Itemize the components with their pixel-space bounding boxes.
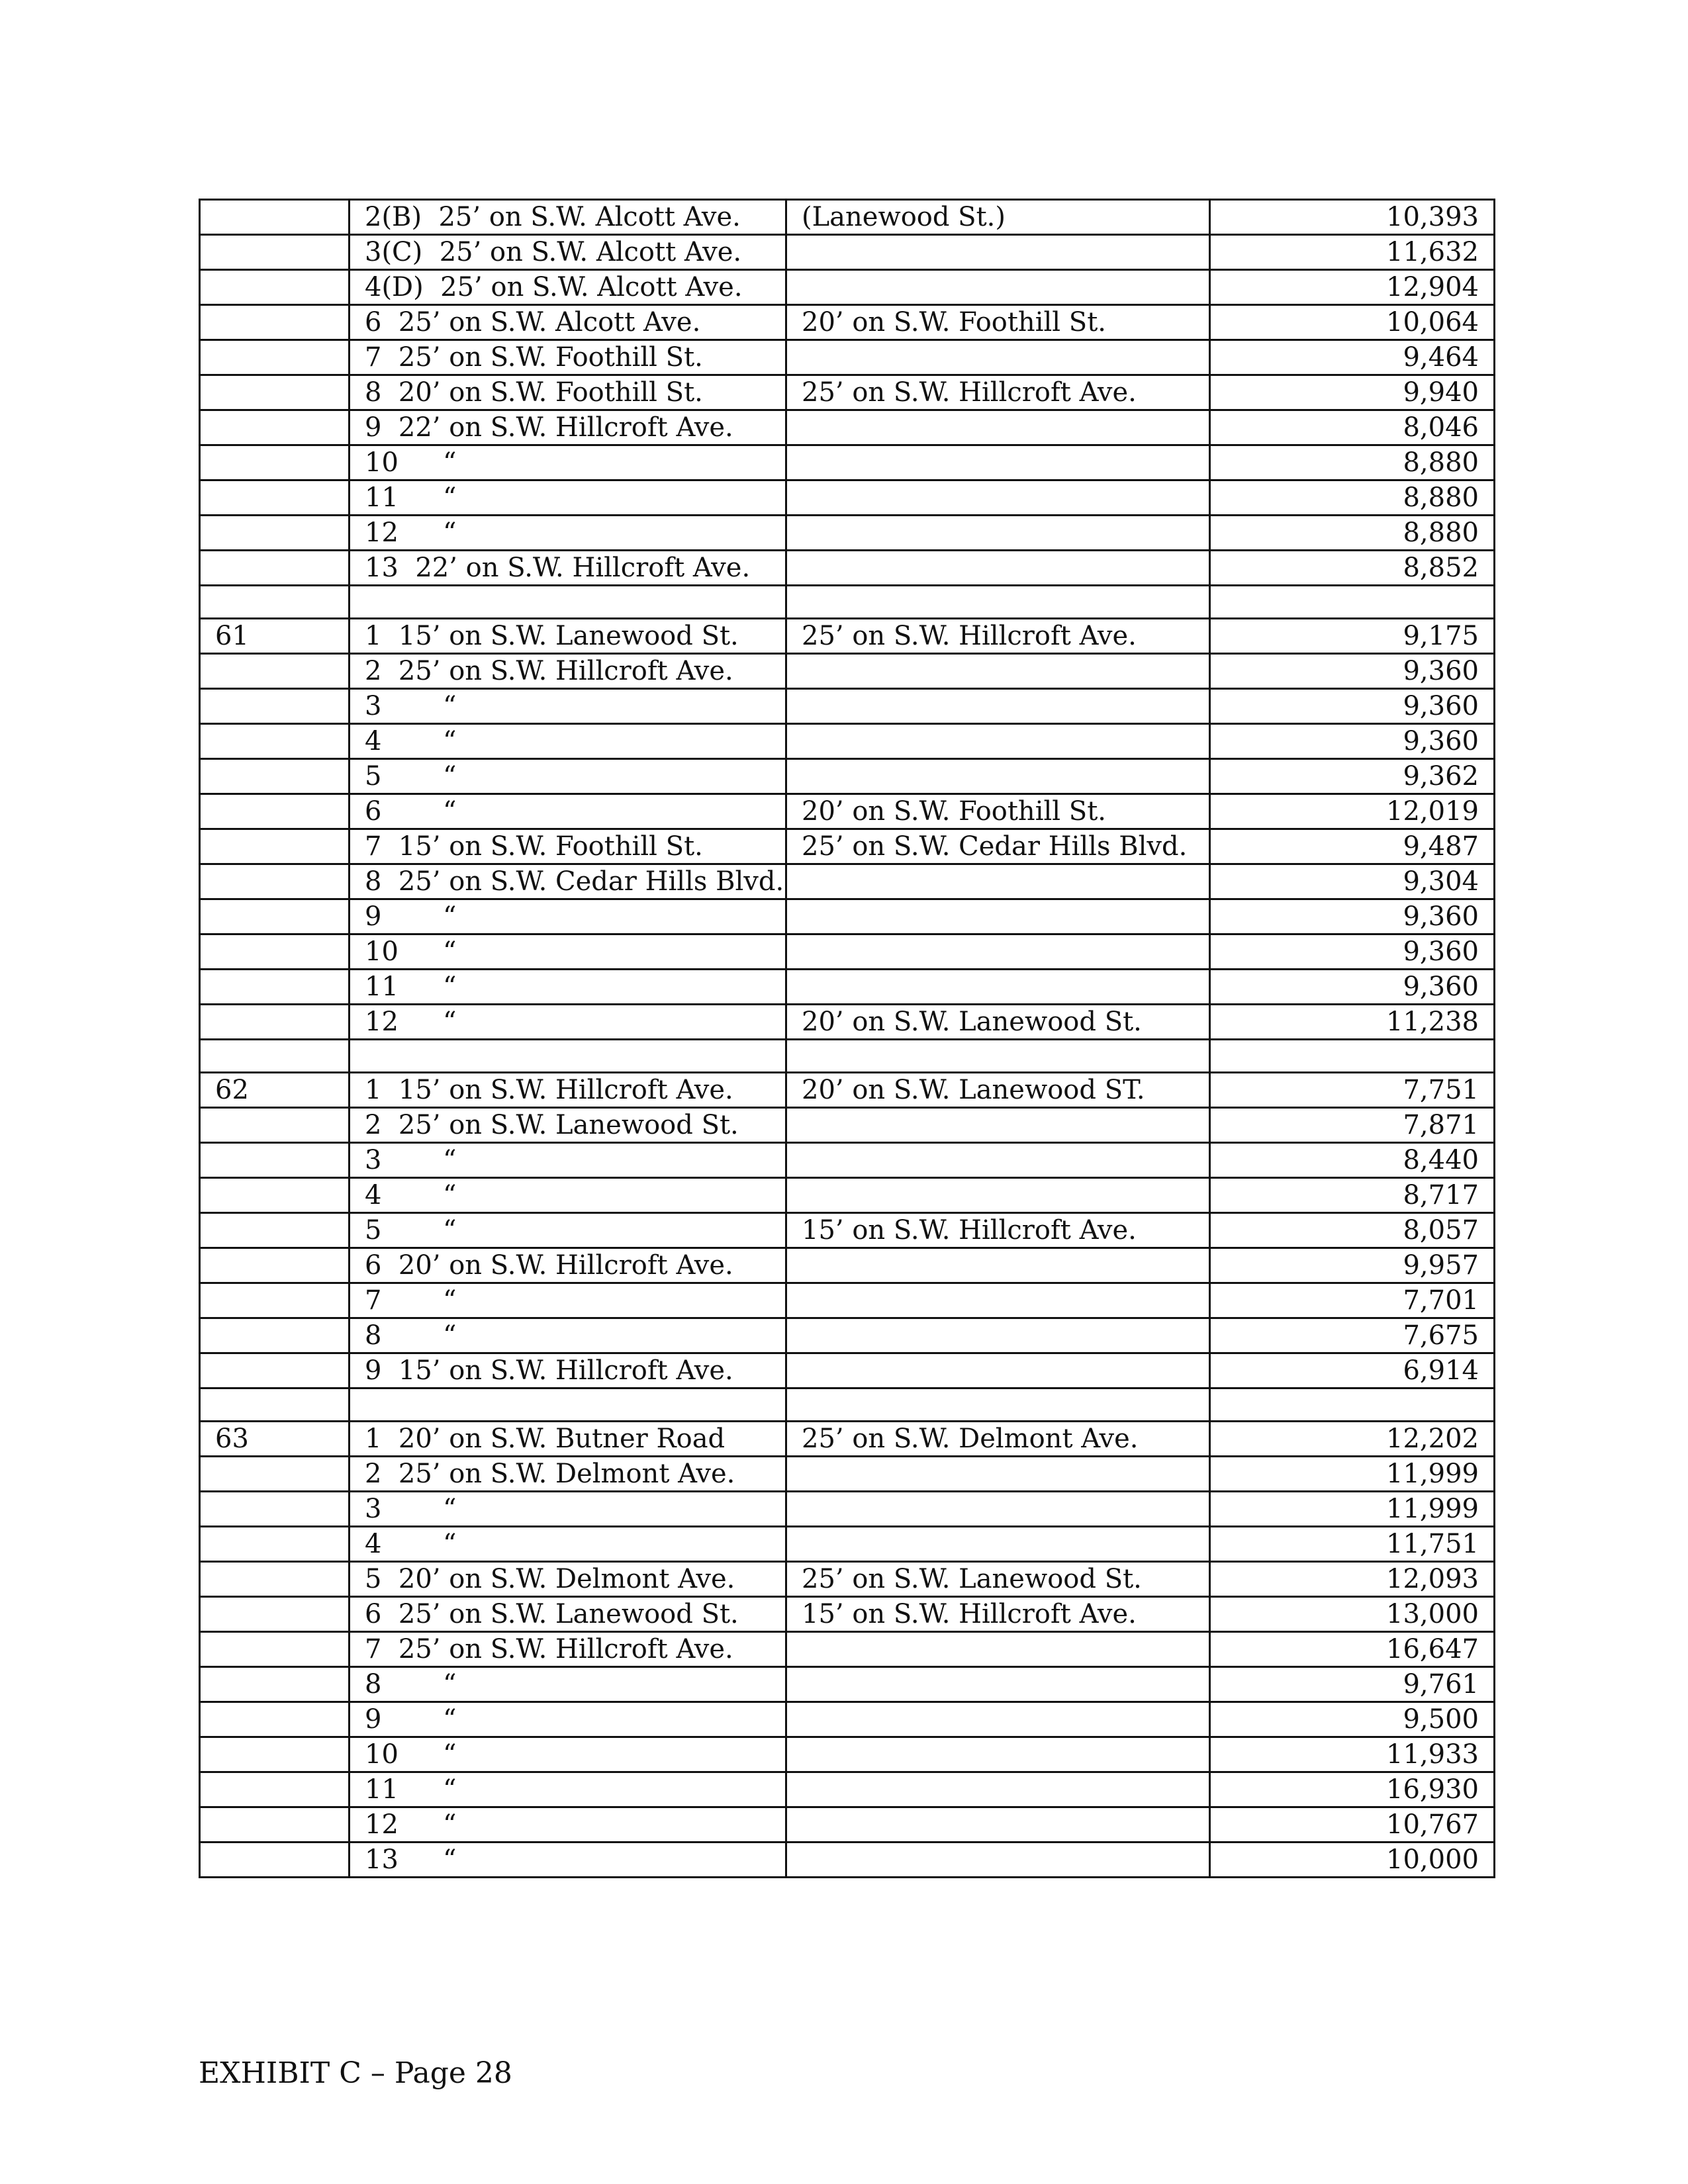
second-frontage-cell (786, 1807, 1210, 1843)
block-number-cell (200, 724, 350, 759)
block-number-cell (200, 689, 350, 724)
block-number-cell (200, 864, 350, 899)
block-number-cell (200, 1702, 350, 1737)
second-frontage-cell (786, 1702, 1210, 1737)
lot-description-cell: 1 15’ on S.W. Lanewood St. (350, 619, 786, 654)
lot-number: 5 (365, 761, 382, 792)
ditto-mark: “ (443, 1844, 457, 1875)
table-row (200, 829, 1495, 864)
ditto-mark: “ (443, 796, 457, 827)
block-number-cell (200, 551, 350, 586)
block-number-cell (200, 1143, 350, 1178)
block-number-cell (200, 829, 350, 864)
lot-description-cell (350, 794, 786, 829)
second-frontage-cell (786, 445, 1210, 480)
second-frontage-cell (786, 551, 1210, 586)
block-number-cell: 63 (200, 1422, 350, 1457)
lot-description-cell: 6 20’ on S.W. Hillcroft Ave. (350, 1248, 786, 1283)
lot-number: 10 (365, 1739, 399, 1770)
second-frontage-cell: 25’ on S.W. Lanewood St. (786, 1562, 1210, 1597)
second-frontage-cell (786, 1388, 1210, 1422)
table-row (200, 1527, 1495, 1562)
second-frontage-cell (786, 1667, 1210, 1702)
second-frontage-cell (786, 654, 1210, 689)
area-cell: 8,880 (1210, 516, 1495, 551)
lot-description-cell (350, 934, 786, 970)
block-number-cell (200, 1843, 350, 1878)
ditto-mark: “ (443, 482, 457, 513)
lot-number: 7 (365, 1285, 382, 1316)
table-row (200, 1492, 1495, 1527)
area-cell: 12,904 (1210, 270, 1495, 305)
table-row (200, 1318, 1495, 1353)
area-cell: 12,093 (1210, 1562, 1495, 1597)
block-number-cell (200, 586, 350, 619)
table-row (200, 445, 1495, 480)
second-frontage-cell: (Lanewood St.) (786, 200, 1210, 235)
block-number-cell (200, 1457, 350, 1492)
ditto-mark: “ (443, 1215, 457, 1246)
lot-description-cell (350, 970, 786, 1005)
lot-description-cell (350, 1283, 786, 1318)
second-frontage-cell (786, 480, 1210, 516)
table-row (200, 480, 1495, 516)
lot-description-cell (350, 1527, 786, 1562)
area-cell: 9,940 (1210, 375, 1495, 410)
block-number-cell (200, 305, 350, 340)
block-number-cell (200, 1632, 350, 1667)
lot-number: 3 (365, 1145, 382, 1175)
area-cell (1210, 1040, 1495, 1073)
area-cell (1210, 1388, 1495, 1422)
area-cell: 8,880 (1210, 480, 1495, 516)
second-frontage-cell (786, 864, 1210, 899)
area-cell: 9,360 (1210, 934, 1495, 970)
table-row (200, 1772, 1495, 1807)
lot-description-cell (350, 586, 786, 619)
area-cell: 9,360 (1210, 970, 1495, 1005)
area-cell: 9,360 (1210, 689, 1495, 724)
second-frontage-cell: 20’ on S.W. Foothill St. (786, 794, 1210, 829)
second-frontage-cell (786, 516, 1210, 551)
lot-description-cell (350, 689, 786, 724)
table-row (200, 1702, 1495, 1737)
second-frontage-cell (786, 1143, 1210, 1178)
second-frontage-cell (786, 586, 1210, 619)
lot-description-cell: 2 25’ on S.W. Lanewood St. (350, 1108, 786, 1143)
block-number-cell (200, 1562, 350, 1597)
table-row (200, 1283, 1495, 1318)
area-cell: 13,000 (1210, 1597, 1495, 1632)
table-row (200, 1005, 1495, 1040)
second-frontage-cell (786, 1108, 1210, 1143)
block-number-cell (200, 970, 350, 1005)
table-row (200, 934, 1495, 970)
table-row (200, 1178, 1495, 1213)
block-number-cell (200, 654, 350, 689)
lot-number: 10 (365, 447, 399, 478)
lot-description-cell: 7 25’ on S.W. Hillcroft Ave. (350, 1632, 786, 1667)
lot-description-cell: 2 25’ on S.W. Delmont Ave. (350, 1457, 786, 1492)
second-frontage-cell (786, 1178, 1210, 1213)
area-cell: 10,393 (1210, 200, 1495, 235)
table-row (200, 586, 1495, 619)
lot-description-cell (350, 516, 786, 551)
block-number-cell (200, 1667, 350, 1702)
second-frontage-cell (786, 759, 1210, 794)
second-frontage-cell (786, 235, 1210, 270)
table-row (200, 1457, 1495, 1492)
lot-number: 9 (365, 1704, 382, 1735)
lot-number: 12 (365, 1007, 399, 1037)
second-frontage-cell (786, 689, 1210, 724)
table-row (200, 305, 1495, 340)
second-frontage-cell: 20’ on S.W. Lanewood ST. (786, 1073, 1210, 1108)
lot-number: 12 (365, 518, 399, 548)
lot-description-cell (350, 1772, 786, 1807)
second-frontage-cell (786, 934, 1210, 970)
second-frontage-cell: 25’ on S.W. Cedar Hills Blvd. (786, 829, 1210, 864)
second-frontage-cell: 20’ on S.W. Lanewood St. (786, 1005, 1210, 1040)
area-cell: 9,304 (1210, 864, 1495, 899)
lot-description-cell (350, 1807, 786, 1843)
ditto-mark: “ (443, 1145, 457, 1175)
lot-description-cell (350, 1178, 786, 1213)
lot-description-cell (350, 899, 786, 934)
lot-description-cell (350, 1040, 786, 1073)
block-number-cell (200, 516, 350, 551)
lot-description-cell: 8 25’ on S.W. Cedar Hills Blvd. (350, 864, 786, 899)
lot-description-cell (350, 1667, 786, 1702)
lot-number: 11 (365, 482, 399, 513)
table-row (200, 1040, 1495, 1073)
second-frontage-cell: 20’ on S.W. Foothill St. (786, 305, 1210, 340)
area-cell: 10,000 (1210, 1843, 1495, 1878)
area-cell: 9,175 (1210, 619, 1495, 654)
block-number-cell (200, 1492, 350, 1527)
second-frontage-cell: 25’ on S.W. Delmont Ave. (786, 1422, 1210, 1457)
area-cell: 9,360 (1210, 654, 1495, 689)
ditto-mark: “ (443, 1494, 457, 1524)
table-row (200, 724, 1495, 759)
lot-number: 4 (365, 726, 382, 756)
second-frontage-cell (786, 340, 1210, 375)
ditto-mark: “ (443, 1739, 457, 1770)
block-number-cell (200, 1005, 350, 1040)
table-row (200, 864, 1495, 899)
table-row (200, 375, 1495, 410)
table-row (200, 340, 1495, 375)
lot-description-cell: 13 22’ on S.W. Hillcroft Ave. (350, 551, 786, 586)
second-frontage-cell: 15’ on S.W. Hillcroft Ave. (786, 1597, 1210, 1632)
table-row (200, 1073, 1495, 1108)
lot-description-cell: 9 22’ on S.W. Hillcroft Ave. (350, 410, 786, 445)
ditto-mark: “ (443, 447, 457, 478)
ditto-mark: “ (443, 726, 457, 756)
block-number-cell (200, 759, 350, 794)
ditto-mark: “ (443, 1809, 457, 1840)
block-number-cell (200, 1807, 350, 1843)
lot-description-cell (350, 1737, 786, 1772)
area-cell: 11,751 (1210, 1527, 1495, 1562)
second-frontage-cell: 25’ on S.W. Hillcroft Ave. (786, 375, 1210, 410)
table-row (200, 1597, 1495, 1632)
lot-number: 10 (365, 936, 399, 967)
area-cell: 7,701 (1210, 1283, 1495, 1318)
block-number-cell (200, 1108, 350, 1143)
block-number-cell (200, 1772, 350, 1807)
area-cell: 9,500 (1210, 1702, 1495, 1737)
second-frontage-cell: 25’ on S.W. Hillcroft Ave. (786, 619, 1210, 654)
table-row (200, 235, 1495, 270)
area-cell: 8,852 (1210, 551, 1495, 586)
area-cell: 16,647 (1210, 1632, 1495, 1667)
area-cell: 8,717 (1210, 1178, 1495, 1213)
lot-number: 12 (365, 1809, 399, 1840)
table-row (200, 1562, 1495, 1597)
block-number-cell (200, 340, 350, 375)
table-row (200, 1353, 1495, 1388)
second-frontage-cell (786, 1527, 1210, 1562)
lot-description-cell (350, 1318, 786, 1353)
area-cell: 11,238 (1210, 1005, 1495, 1040)
lot-description-cell: 1 20’ on S.W. Butner Road (350, 1422, 786, 1457)
lot-number: 4 (365, 1180, 382, 1210)
second-frontage-cell (786, 1492, 1210, 1527)
lot-description-cell (350, 480, 786, 516)
second-frontage-cell (786, 1318, 1210, 1353)
second-frontage-cell (786, 1843, 1210, 1878)
table-row (200, 1213, 1495, 1248)
block-number-cell (200, 794, 350, 829)
lot-number: 4 (365, 1529, 382, 1559)
area-cell: 7,675 (1210, 1318, 1495, 1353)
table-body (200, 200, 1495, 1878)
area-cell: 11,999 (1210, 1492, 1495, 1527)
lot-description-cell: 9 15’ on S.W. Hillcroft Ave. (350, 1353, 786, 1388)
block-number-cell (200, 1527, 350, 1562)
table-row (200, 654, 1495, 689)
block-number-cell (200, 1737, 350, 1772)
block-number-cell (200, 235, 350, 270)
table-row (200, 1807, 1495, 1843)
lot-description-cell (350, 759, 786, 794)
table-row (200, 270, 1495, 305)
second-frontage-cell (786, 970, 1210, 1005)
ditto-mark: “ (443, 1704, 457, 1735)
block-number-cell (200, 480, 350, 516)
table-row (200, 1248, 1495, 1283)
block-number-cell (200, 410, 350, 445)
lot-description-cell (350, 1843, 786, 1878)
area-cell: 7,751 (1210, 1073, 1495, 1108)
block-number-cell (200, 1388, 350, 1422)
lot-description-cell (350, 1143, 786, 1178)
second-frontage-cell (786, 1457, 1210, 1492)
lot-description-cell: 6 25’ on S.W. Lanewood St. (350, 1597, 786, 1632)
lot-description-cell: 7 25’ on S.W. Foothill St. (350, 340, 786, 375)
second-frontage-cell (786, 1353, 1210, 1388)
lot-number: 3 (365, 1494, 382, 1524)
ditto-mark: “ (443, 1669, 457, 1700)
lot-description-cell: 5 20’ on S.W. Delmont Ave. (350, 1562, 786, 1597)
area-cell: 6,914 (1210, 1353, 1495, 1388)
area-cell: 11,999 (1210, 1457, 1495, 1492)
area-cell: 9,957 (1210, 1248, 1495, 1283)
lot-description-cell: 2(B) 25’ on S.W. Alcott Ave. (350, 200, 786, 235)
second-frontage-cell (786, 724, 1210, 759)
block-number-cell (200, 375, 350, 410)
lot-number: 13 (365, 1844, 399, 1875)
ditto-mark: “ (443, 518, 457, 548)
ditto-mark: “ (443, 1774, 457, 1805)
block-number-cell (200, 899, 350, 934)
block-number-cell: 62 (200, 1073, 350, 1108)
block-number-cell (200, 445, 350, 480)
area-cell (1210, 586, 1495, 619)
lot-description-cell (350, 1388, 786, 1422)
lot-description-cell: 8 20’ on S.W. Foothill St. (350, 375, 786, 410)
lot-description-cell (350, 1213, 786, 1248)
block-number-cell (200, 934, 350, 970)
lot-description-cell (350, 1492, 786, 1527)
lot-description-cell: 2 25’ on S.W. Hillcroft Ave. (350, 654, 786, 689)
table-row (200, 619, 1495, 654)
block-number-cell (200, 1178, 350, 1213)
ditto-mark: “ (443, 691, 457, 721)
table-row (200, 1737, 1495, 1772)
lot-number: 8 (365, 1320, 382, 1351)
table-row (200, 1843, 1495, 1878)
ditto-mark: “ (443, 901, 457, 932)
second-frontage-cell (786, 899, 1210, 934)
area-cell: 8,057 (1210, 1213, 1495, 1248)
ditto-mark: “ (443, 1180, 457, 1210)
block-number-cell: 61 (200, 619, 350, 654)
area-cell: 12,019 (1210, 794, 1495, 829)
lot-description-cell: 7 15’ on S.W. Foothill St. (350, 829, 786, 864)
second-frontage-cell: 15’ on S.W. Hillcroft Ave. (786, 1213, 1210, 1248)
table-row (200, 551, 1495, 586)
lot-number: 5 (365, 1215, 382, 1246)
second-frontage-cell (786, 1040, 1210, 1073)
table-row (200, 794, 1495, 829)
ditto-mark: “ (443, 1285, 457, 1316)
ditto-mark: “ (443, 1320, 457, 1351)
area-cell: 11,933 (1210, 1737, 1495, 1772)
lot-description-cell: 1 15’ on S.W. Hillcroft Ave. (350, 1073, 786, 1108)
block-number-cell (200, 270, 350, 305)
second-frontage-cell (786, 270, 1210, 305)
lot-area-table (199, 199, 1495, 1878)
table-row (200, 410, 1495, 445)
table-row (200, 1108, 1495, 1143)
area-cell: 8,046 (1210, 410, 1495, 445)
area-cell: 8,880 (1210, 445, 1495, 480)
lot-number: 3 (365, 691, 382, 721)
second-frontage-cell (786, 1283, 1210, 1318)
area-cell: 9,487 (1210, 829, 1495, 864)
area-cell: 12,202 (1210, 1422, 1495, 1457)
table-row (200, 516, 1495, 551)
block-number-cell (200, 1597, 350, 1632)
table-row (200, 1632, 1495, 1667)
table-row (200, 1667, 1495, 1702)
area-cell: 9,362 (1210, 759, 1495, 794)
area-cell: 9,360 (1210, 899, 1495, 934)
table-row (200, 689, 1495, 724)
area-cell: 10,767 (1210, 1807, 1495, 1843)
area-cell: 9,464 (1210, 340, 1495, 375)
lot-number: 6 (365, 796, 382, 827)
lot-number: 11 (365, 1774, 399, 1805)
lot-description-cell (350, 1005, 786, 1040)
area-cell: 11,632 (1210, 235, 1495, 270)
area-cell: 16,930 (1210, 1772, 1495, 1807)
ditto-mark: “ (443, 1529, 457, 1559)
block-number-cell (200, 1353, 350, 1388)
block-number-cell (200, 1213, 350, 1248)
area-cell: 7,871 (1210, 1108, 1495, 1143)
lot-number: 11 (365, 972, 399, 1002)
lot-number: 8 (365, 1669, 382, 1700)
block-number-cell (200, 1318, 350, 1353)
table-row (200, 1143, 1495, 1178)
area-cell: 9,360 (1210, 724, 1495, 759)
table-row (200, 1422, 1495, 1457)
second-frontage-cell (786, 1248, 1210, 1283)
ditto-mark: “ (443, 972, 457, 1002)
second-frontage-cell (786, 1737, 1210, 1772)
second-frontage-cell (786, 1632, 1210, 1667)
block-number-cell (200, 1248, 350, 1283)
ditto-mark: “ (443, 1007, 457, 1037)
block-number-cell (200, 1283, 350, 1318)
lot-description-cell: 3(C) 25’ on S.W. Alcott Ave. (350, 235, 786, 270)
area-cell: 8,440 (1210, 1143, 1495, 1178)
lot-description-cell (350, 724, 786, 759)
table-row (200, 200, 1495, 235)
ditto-mark: “ (443, 936, 457, 967)
block-number-cell (200, 200, 350, 235)
area-cell: 10,064 (1210, 305, 1495, 340)
lot-description-cell: 6 25’ on S.W. Alcott Ave. (350, 305, 786, 340)
lot-number: 9 (365, 901, 382, 932)
second-frontage-cell (786, 1772, 1210, 1807)
table-row (200, 1388, 1495, 1422)
ditto-mark: “ (443, 761, 457, 792)
lot-description-cell (350, 445, 786, 480)
page-footer: EXHIBIT C – Page 28 (199, 2056, 512, 2090)
table-row (200, 899, 1495, 934)
lot-description-cell: 4(D) 25’ on S.W. Alcott Ave. (350, 270, 786, 305)
second-frontage-cell (786, 410, 1210, 445)
table-row (200, 759, 1495, 794)
block-number-cell (200, 1040, 350, 1073)
table-row (200, 970, 1495, 1005)
area-cell: 9,761 (1210, 1667, 1495, 1702)
lot-description-cell (350, 1702, 786, 1737)
